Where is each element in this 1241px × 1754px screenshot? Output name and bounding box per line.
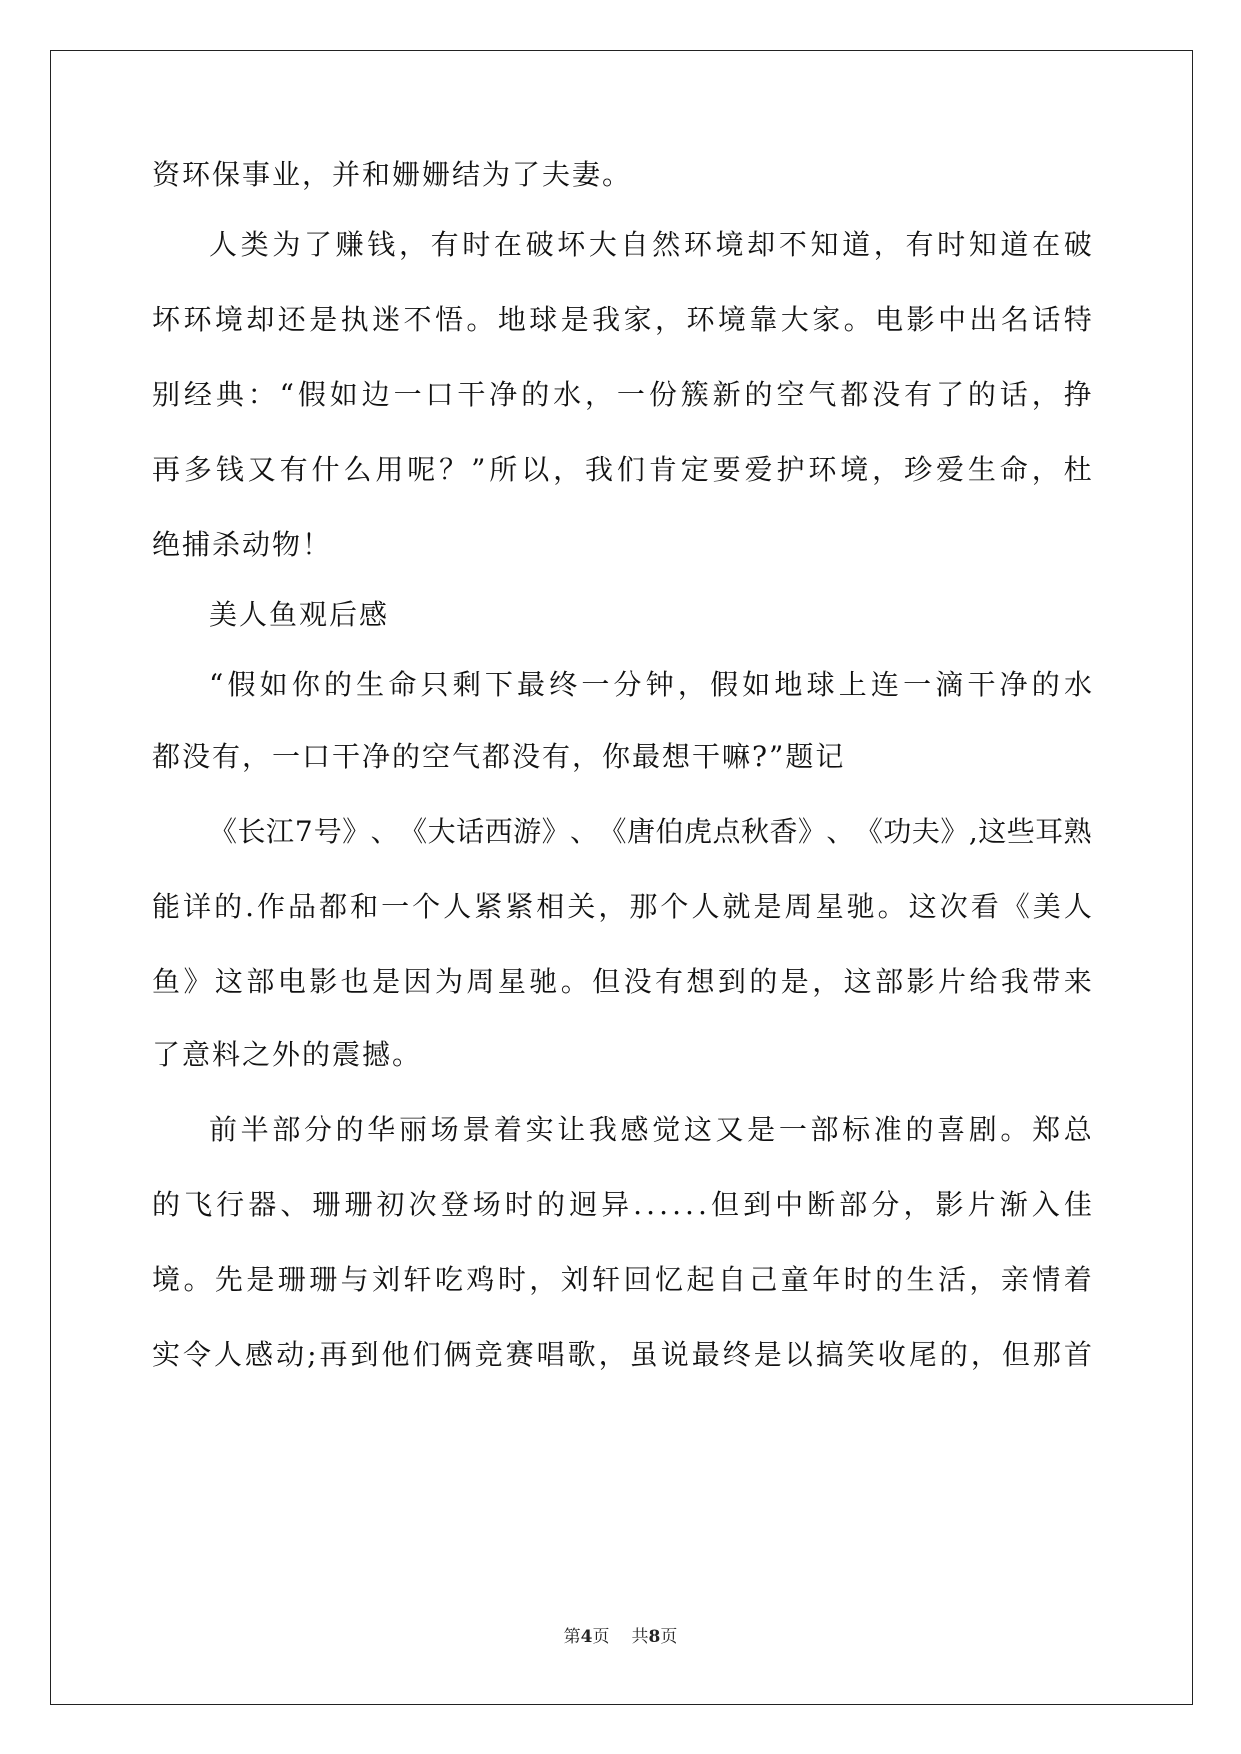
paragraph-line: 人 类 为 了 赚 钱 ， 有 时 在 破 坏 大 自 然 环 境 却 不 知 道 ， 有 时 知 道 在 破: [209, 228, 1092, 261]
total-suffix: 页: [660, 1627, 678, 1647]
text-line: 都没有，一口干净的空气都没有，你最想干嘛?”题记: [152, 740, 846, 773]
paragraph-line: 再 多 钱 又 有 什 么 用 呢 ？ ” 所 以 ， 我 们 肯 定 要 爱 护 环 境 ， 珍 爱 生 命 ， 杜: [152, 453, 1092, 486]
section-heading: 美人鱼观后感: [209, 598, 390, 631]
page-suffix: 页: [592, 1627, 610, 1647]
paragraph-line: 别 经 典 ： “ 假 如 边 一 口 干 净 的 水 ， 一 份 簇 新 的 空 气 都 没 有 了 的 话 ， 挣: [152, 378, 1092, 411]
paragraph-line: 前 半 部 分 的 华 丽 场 景 着 实 让 我 感 觉 这 又 是 一 部 标 准 的 喜 剧 。 郑 总: [209, 1113, 1092, 1146]
text-line: 了意料之外的震撼。: [152, 1038, 423, 1071]
paragraph-line: 《 长 江 7 号 》 、 《 大 话 西 游 》 、 《 唐 伯 虎 点 秋 香 》 、 《 功 夫 》 , 这 些 耳 熟: [209, 815, 1092, 848]
paragraph-line: “ 假 如 你 的 生 命 只 剩 下 最 终 一 分 钟 ， 假 如 地 球 上 连 一 滴 干 净 的 水: [209, 668, 1092, 701]
page-footer: [0, 1625, 1241, 1649]
text-line: 绝捕杀动物！: [152, 528, 333, 561]
total-prefix: 共: [631, 1627, 649, 1647]
total-page-number: 8: [648, 1627, 661, 1647]
page-prefix: 第: [563, 1627, 581, 1647]
paragraph-line: 能 详 的 . 作 品 都 和 一 个 人 紧 紧 相 关 ， 那 个 人 就 是 周 星 驰 。 这 次 看 《 美 人: [152, 890, 1092, 923]
paragraph-line: 鱼 》 这 部 电 影 也 是 因 为 周 星 驰 。 但 没 有 想 到 的 是 ， 这 部 影 片 给 我 带 来: [152, 965, 1092, 998]
text-line: 资环保事业，并和姗姗结为了夫妻。: [152, 158, 633, 191]
paragraph-line: 境 。 先 是 珊 珊 与 刘 轩 吃 鸡 时 ， 刘 轩 回 忆 起 自 己 童 年 时 的 生 活 ， 亲 情 着: [152, 1263, 1092, 1296]
paragraph-line: 的 飞 行 器 、 珊 珊 初 次 登 场 时 的 迥 异 . . . . . . 但 到 中 断 部 分 ， 影 片 渐 入 佳: [152, 1188, 1092, 1221]
paragraph-line: 实 令 人 感 动 ; 再 到 他 们 俩 竞 赛 唱 歌 ， 虽 说 最 终 是 以 搞 笑 收 尾 的 ， 但 那 首: [152, 1338, 1092, 1371]
paragraph-line: 坏 环 境 却 还 是 执 迷 不 悟 。 地 球 是 我 家 ， 环 境 靠 大 家 。 电 影 中 出 名 话 特: [152, 303, 1092, 336]
current-page-number: 4: [580, 1627, 593, 1647]
